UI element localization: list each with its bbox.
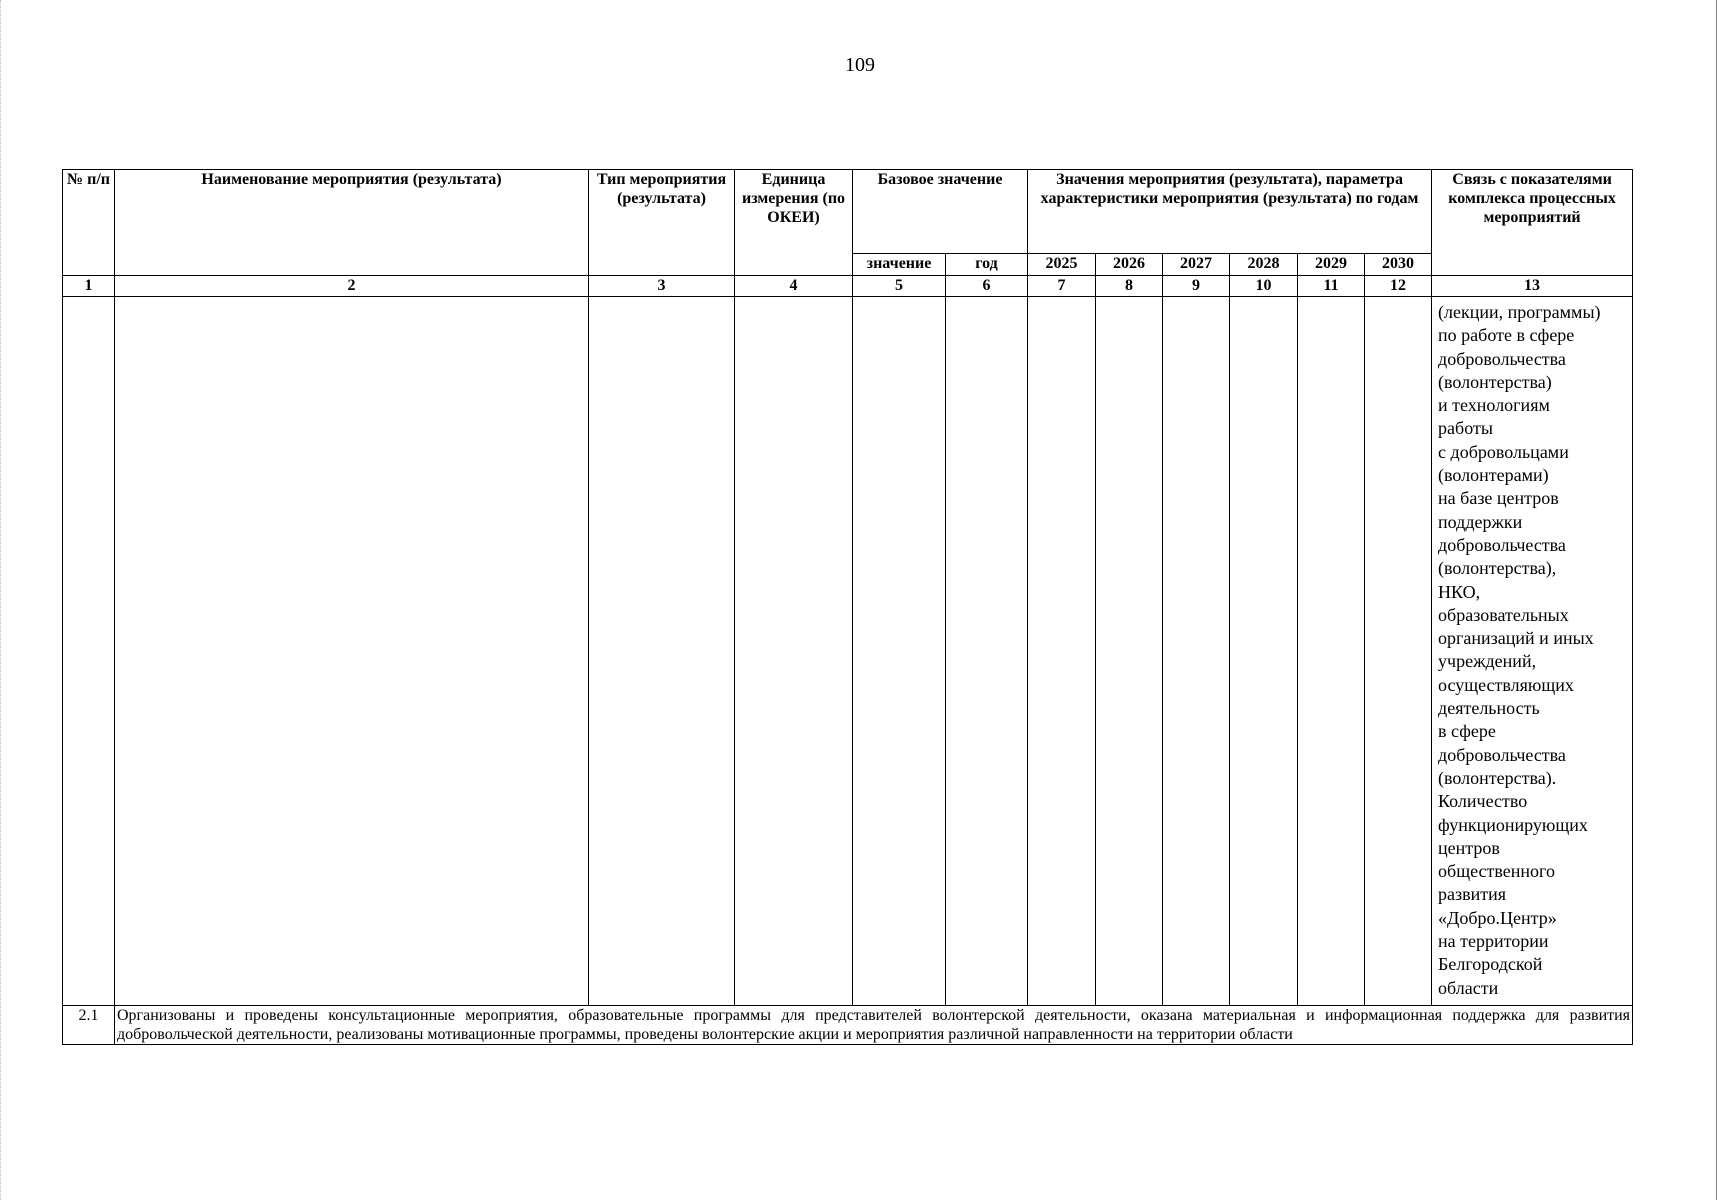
column-number: 6: [946, 276, 1028, 297]
scan-edge-right: [1716, 0, 1718, 1200]
indicator-link-line: осуществляющих: [1438, 674, 1574, 695]
indicator-link-line: добровольчества: [1438, 348, 1566, 369]
column-number: 7: [1028, 276, 1096, 297]
column-number: 2: [115, 276, 589, 297]
indicator-link-line: (лекции, программы): [1438, 302, 1601, 322]
indicator-link-line: Количество: [1438, 791, 1528, 812]
header-base-year: год: [946, 254, 1028, 276]
column-number: 5: [853, 276, 946, 297]
column-number: 13: [1432, 276, 1633, 297]
empty-cell: [1298, 297, 1365, 1006]
indicator-link-line: на базе центров: [1438, 488, 1559, 509]
column-number: 11: [1298, 276, 1365, 297]
empty-cell: [589, 297, 735, 1006]
indicator-link-line: (волонтерами): [1438, 465, 1549, 486]
indicator-link-line: НКО,: [1438, 581, 1481, 602]
empty-cell: [115, 297, 589, 1006]
indicator-link-line: работы: [1438, 418, 1493, 439]
continuation-row: [63, 297, 1633, 1006]
section-title: Организованы и проведены консультационные мероприятия, образовательные программы для представителей волонтерской деятельности, оказана материальная и информационная поддержка для развития добровольческой деятельности, реализованы мотивационные программы, проведены волонтерские акции и мероприятия различной направленности на территории области: [115, 1006, 1633, 1045]
column-number: 3: [589, 276, 735, 297]
indicator-link-line: на территории: [1438, 931, 1549, 952]
empty-cell: [1028, 297, 1096, 1006]
indicator-link-line: развития: [1438, 884, 1507, 905]
empty-cell: [1163, 297, 1230, 1006]
header-base-value: значение: [853, 254, 946, 276]
header-unit: Единица измерения (по ОКЕИ): [735, 170, 853, 276]
empty-cell: [1365, 297, 1432, 1006]
indicator-link-line: добровольчества: [1438, 744, 1566, 765]
header-year: 2028: [1230, 254, 1298, 276]
column-number: 8: [1096, 276, 1163, 297]
empty-cell: [735, 297, 853, 1006]
indicator-link-line: «Добро.Центр»: [1438, 907, 1557, 928]
indicator-link-line: общественного: [1438, 861, 1555, 882]
measures-table: [62, 169, 1633, 1045]
header-year: 2026: [1096, 254, 1163, 276]
scan-edge-left: [0, 0, 4, 1200]
indicator-link-line: Белгородской: [1438, 954, 1543, 975]
empty-cell: [63, 297, 115, 1006]
column-number: 9: [1163, 276, 1230, 297]
indicator-link-line: функционирующих: [1438, 814, 1588, 835]
column-number: 4: [735, 276, 853, 297]
header-link-to-indicators: Связь с показателями комплекса процессных мероприятий: [1432, 170, 1633, 276]
header-row: [63, 170, 1633, 254]
header-number: № п/п: [63, 170, 115, 276]
section-row: [63, 1006, 1633, 1045]
indicator-link-line: деятельность: [1438, 698, 1540, 719]
indicator-link-line: добровольчества: [1438, 534, 1566, 555]
header-year: 2025: [1028, 254, 1096, 276]
column-number: 10: [1230, 276, 1298, 297]
header-year: 2027: [1163, 254, 1230, 276]
page-number: 109: [845, 54, 875, 76]
indicator-link-cell: [1432, 297, 1633, 1006]
indicator-link-line: по работе в сфере: [1438, 325, 1575, 346]
empty-cell: [946, 297, 1028, 1006]
column-numbers-row: [63, 276, 1633, 297]
indicator-link-line: и технологиям: [1438, 395, 1550, 416]
indicator-link-line: в сфере: [1438, 721, 1496, 742]
indicator-link-line: (волонтерства).: [1438, 767, 1557, 788]
column-number: 1: [63, 276, 115, 297]
indicator-link-line: области: [1438, 977, 1499, 998]
empty-cell: [1230, 297, 1298, 1006]
indicator-link-line: организаций и иных: [1438, 628, 1594, 649]
empty-cell: [1096, 297, 1163, 1006]
header-year: 2029: [1298, 254, 1365, 276]
indicator-link-line: (волонтерства): [1438, 371, 1552, 392]
header-name: Наименование мероприятия (результата): [115, 170, 589, 276]
indicator-link-line: учреждений,: [1438, 651, 1537, 672]
indicator-link-line: с добровольцами: [1438, 441, 1569, 462]
indicator-link-line: поддержки: [1438, 511, 1523, 532]
header-type: Тип мероприятия (результата): [589, 170, 735, 276]
header-year: 2030: [1365, 254, 1432, 276]
empty-cell: [853, 297, 946, 1006]
header-base-value-group: Базовое значение: [853, 170, 1028, 254]
indicator-link-line: образовательных: [1438, 604, 1569, 625]
indicator-link-line: (волонтерства),: [1438, 558, 1557, 579]
header-values-by-year-group: Значения мероприятия (результата), параметра характеристики мероприятия (результата) по годам: [1028, 170, 1432, 254]
section-number: 2.1: [63, 1006, 115, 1045]
indicator-link-line: центров: [1438, 837, 1500, 858]
column-number: 12: [1365, 276, 1432, 297]
